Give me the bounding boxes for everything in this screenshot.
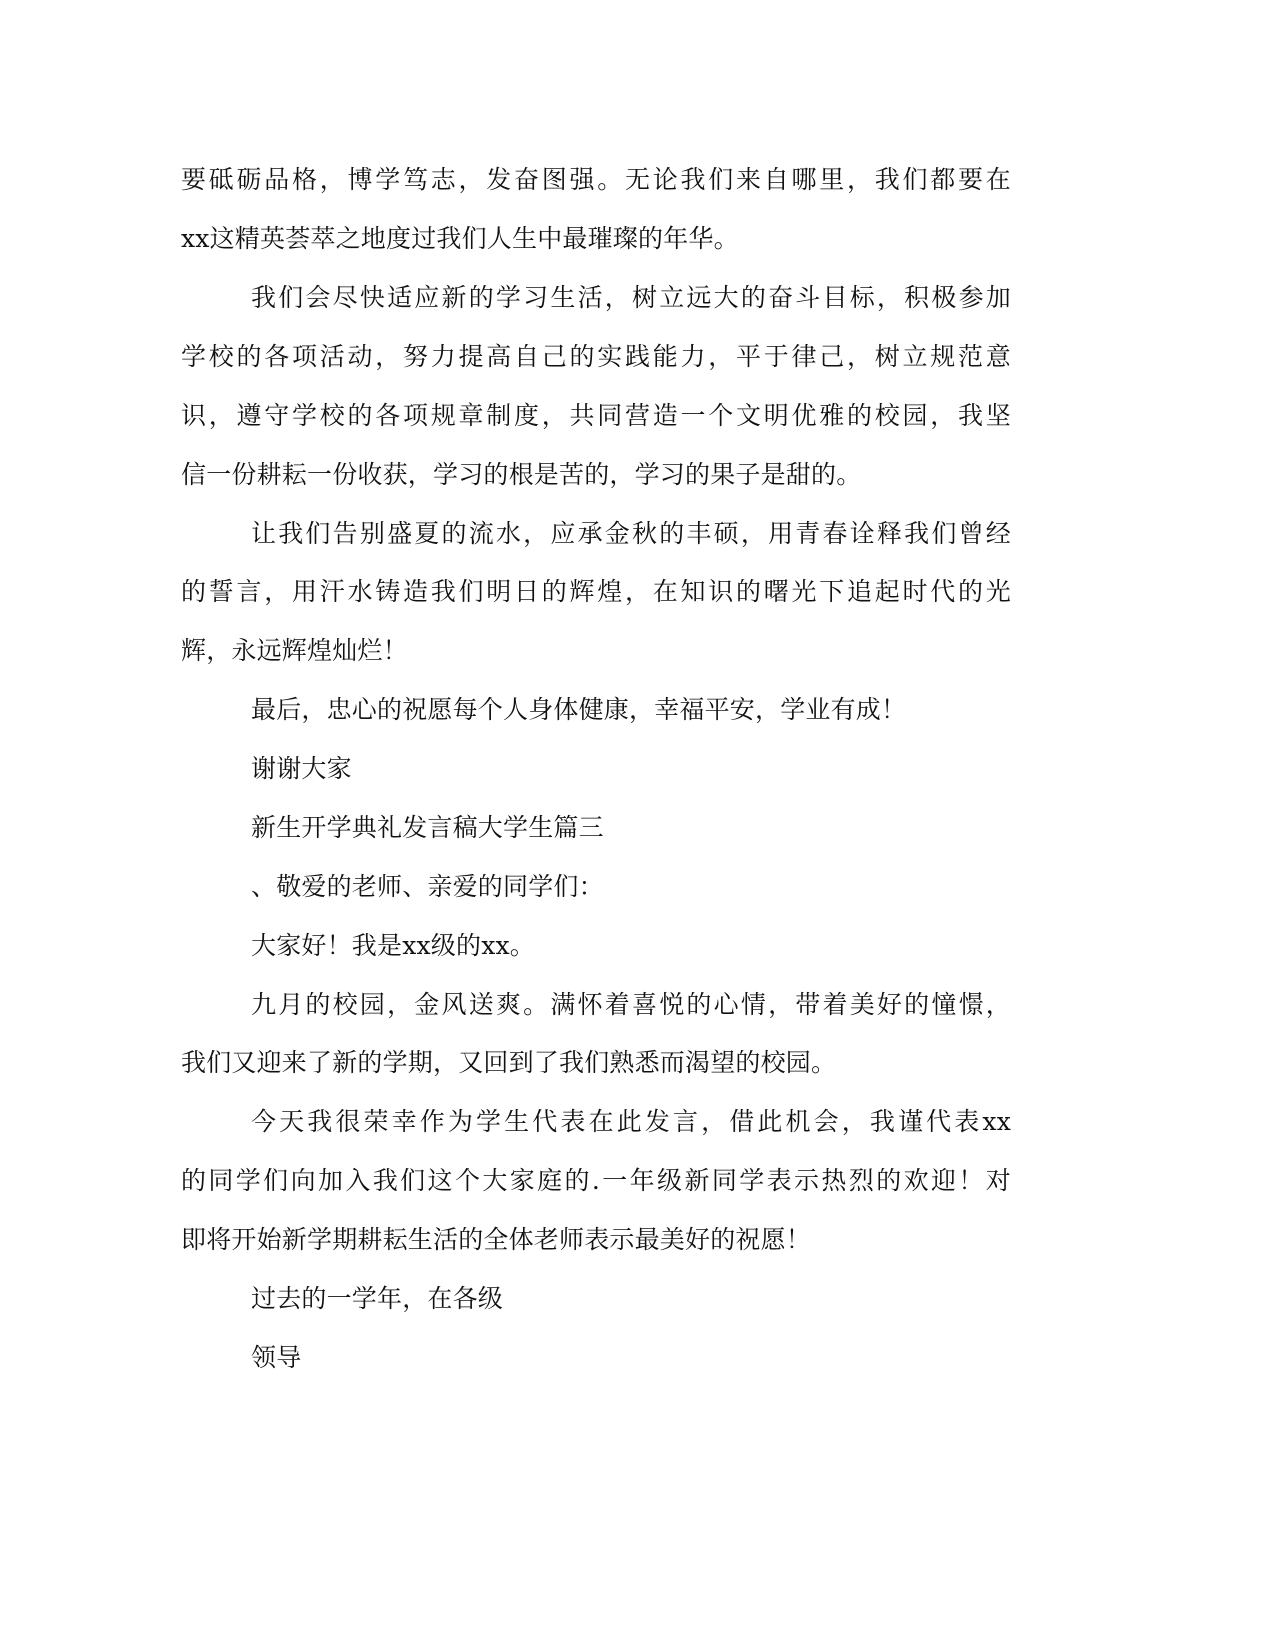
text-line: 我们会尽快适应新的学习生活，树立远大的奋斗目标，积极参加 (251, 283, 1011, 312)
text-line: 让我们告别盛夏的流水，应承金秋的丰硕，用青春诠释我们曾经 (251, 519, 1011, 548)
text-line: 即将开始新学期耕耘生活的全体老师表示最美好的祝愿！ (181, 1225, 812, 1254)
text-line: 过去的一学年，在各级 (251, 1284, 504, 1313)
text-line: 最后，忠心的祝愿每个人身体健康，幸福平安，学业有成！ (251, 695, 907, 724)
salutation: 、敬爱的老师、亲爱的同学们： (251, 872, 604, 901)
text-line: 九月的校园，金风送爽。满怀着喜悦的心情，带着美好的憧憬， (251, 990, 1011, 1019)
text-line: 的誓言，用汗水铸造我们明日的辉煌，在知识的曙光下追起时代的光 (181, 577, 1011, 606)
text-line: 识，遵守学校的各项规章制度，共同营造一个文明优雅的校园，我坚 (181, 401, 1011, 430)
text-line: 辉，永远辉煌灿烂！ (181, 636, 408, 665)
text-line: 我们又迎来了新的学期，又回到了我们熟悉而渴望的校园。 (181, 1048, 837, 1077)
text-line: 学校的各项活动，努力提高自己的实践能力，平于律己，树立规范意 (181, 342, 1011, 371)
text-line: 今天我很荣幸作为学生代表在此发言，借此机会，我谨代表xx (251, 1107, 1011, 1136)
text-line: 的同学们向加入我们这个大家庭的.一年级新同学表示热烈的欢迎！对 (181, 1166, 1011, 1195)
text-line: 谢谢大家 (251, 754, 352, 783)
text-line: 领导 (251, 1343, 302, 1372)
text-line: xx这精英荟萃之地度过我们人生中最璀璨的年华。 (181, 224, 739, 253)
section-heading: 新生开学典礼发言稿大学生篇三 (251, 813, 604, 842)
text-line: 大家好！我是xx级的xx。 (251, 931, 535, 960)
text-line: 信一份耕耘一份收获，学习的根是苦的，学习的果子是甜的。 (181, 460, 862, 489)
text-line: 要砥砺品格，博学笃志，发奋图强。无论我们来自哪里，我们都要在 (181, 165, 1011, 194)
